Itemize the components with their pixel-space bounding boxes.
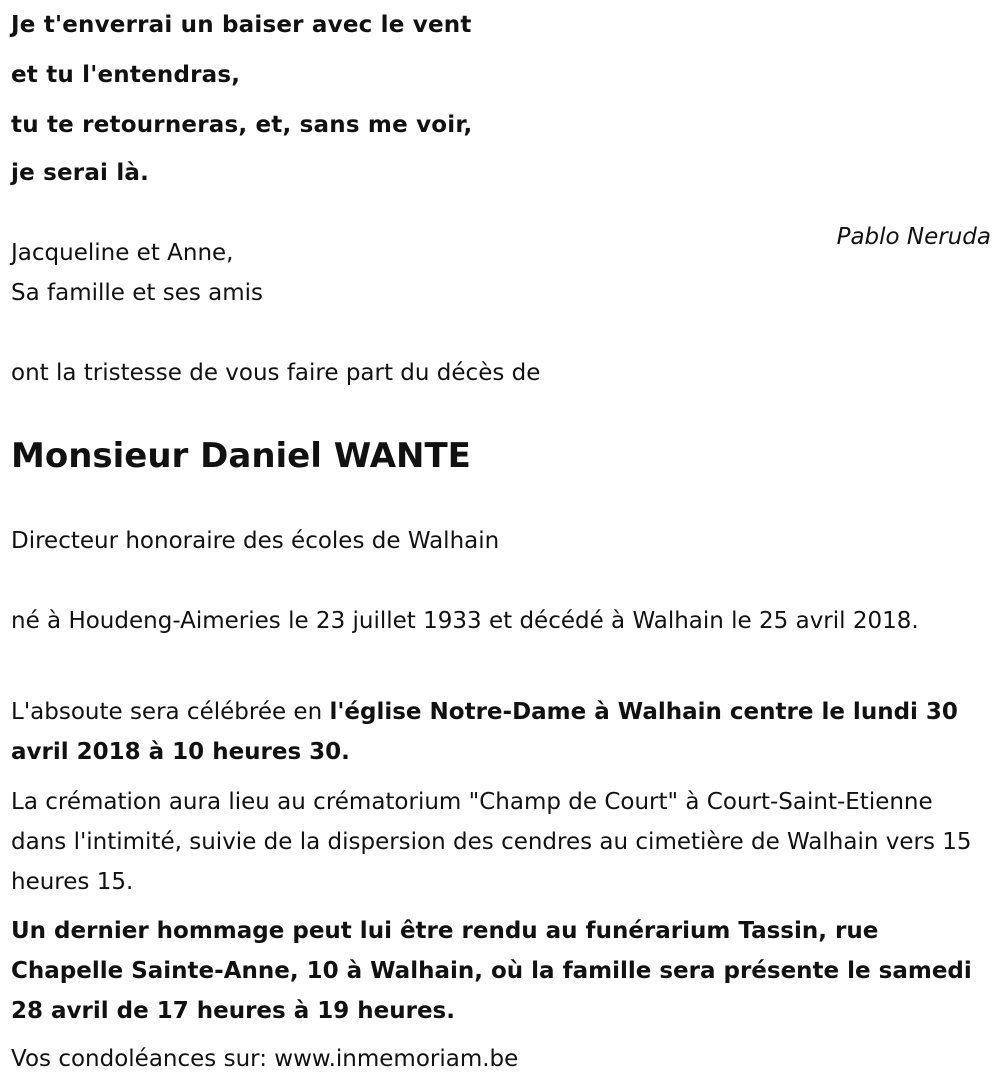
tribute-info: Un dernier hommage peut lui être rendu au funérarium Tassin, rue Chapelle Sainte-Anne, 10 à Walhain, où la famille sera présente le samedi 28 avril de 17 heures à 19 heures. [11, 918, 972, 1024]
birth-death-info: né à Houdeng-Aimeries le 23 juillet 1933 et décédé à Walhain le 25 avril 2018. [11, 608, 919, 634]
poem-author: Pablo Neruda [836, 224, 991, 250]
announcement-text: ont la tristesse de vous faire part du décès de [11, 360, 541, 386]
ceremony-intro: L'absoute sera célébrée en [11, 699, 330, 725]
cremation-info: La crémation aura lieu au crématorium "Champ de Court" à Court-Saint-Etienne dans l'intimité, suivie de la dispersion des cendres au cimetière de Walhain vers 15 heures 15. [11, 789, 972, 895]
family-line-1: Jacqueline et Anne, [11, 240, 234, 266]
poem-line-3: tu te retourneras, et, sans me voir, [11, 112, 473, 138]
deceased-title: Directeur honoraire des écoles de Walhain [11, 528, 500, 554]
condolences-text: Vos condoléances sur: www.inmemoriam.be [11, 1046, 519, 1072]
poem-line-1: Je t'enverrai un baiser avec le vent [11, 12, 472, 38]
ceremony-info [11, 692, 986, 772]
family-line-2: Sa famille et ses amis [11, 280, 264, 306]
ceremony-details: l'église Notre-Dame à Walhain centre le lundi 30 avril 2018 à 10 heures 30. [11, 699, 958, 765]
poem-line-4: je serai là. [11, 160, 150, 186]
poem-line-2: et tu l'entendras, [11, 62, 241, 88]
deceased-name: Monsieur Daniel WANTE [11, 436, 471, 476]
